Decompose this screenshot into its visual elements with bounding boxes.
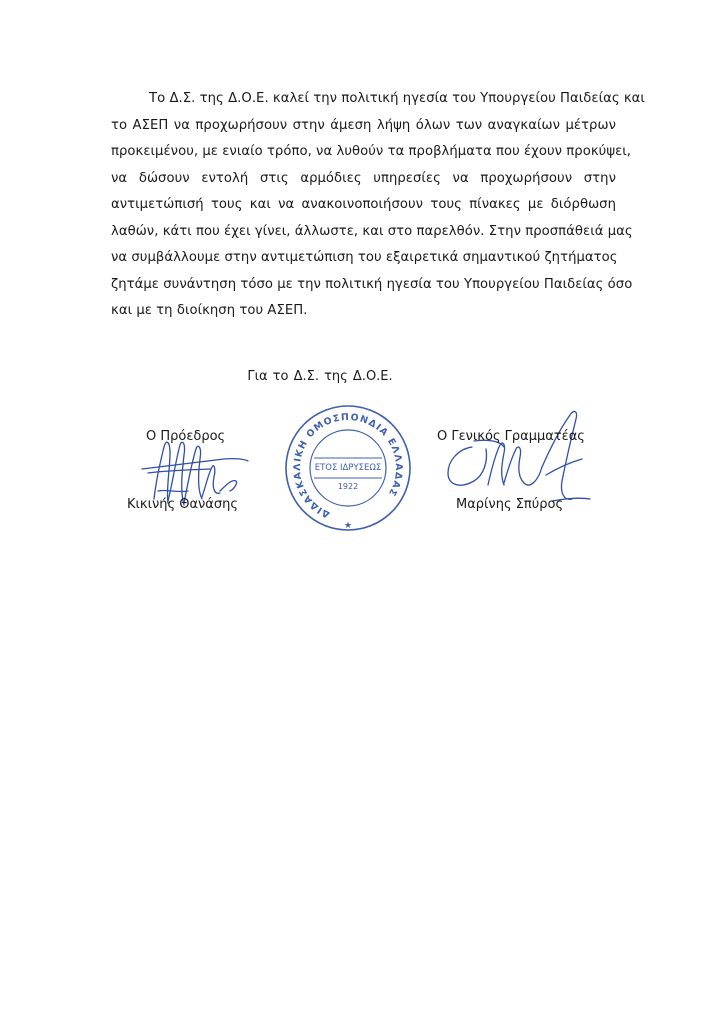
star-icon: ★ bbox=[343, 521, 353, 531]
president-title: Ο Πρόεδρος bbox=[146, 429, 226, 444]
paragraph-line: ζητάμε συνάντηση τόσο με την πολιτική ηγεσία του Υπουργείου Παιδείας όσο bbox=[111, 276, 633, 292]
paragraph-line: λαθών, κάτι που έχει γίνει, άλλωστε, και στο παρελθόν. Στην προσπάθειά μας bbox=[111, 223, 633, 239]
paragraph-line: το ΑΣΕΠ να προχωρήσουν στην άμεση λήψη όλων των αναγκαίων μέτρων bbox=[111, 117, 616, 133]
paragraph-line: και με τη διοίκηση του ΑΣΕΠ. bbox=[111, 303, 308, 318]
paragraph-line: να δώσουν εντολή στις αρμόδιες υπηρεσίες να προχωρήσουν στην bbox=[111, 170, 616, 186]
stamp-ring-text: ΔΙΔΑΣΚΑΛΙΚΗ ΟΜΟΣΠΟΝΔΙΑ ΕΛΛΑΔΑΣ bbox=[291, 411, 405, 520]
stamp-year: 1922 bbox=[337, 482, 359, 491]
president-name: Κικινής Θανάσης bbox=[127, 497, 238, 512]
letter-paragraph bbox=[111, 86, 645, 325]
paragraph-line: προκειμένου, με ενιαίο τρόπο, να λυθούν τα προβλήματα που έχουν προκύψει, bbox=[111, 144, 632, 159]
secretary-title: Ο Γενικός Γραμματέας bbox=[437, 429, 585, 444]
closing-line: Για το Δ.Σ. της Δ.Ο.Ε. bbox=[247, 369, 393, 384]
paragraph-line: αντιμετώπισή τους και να ανακοινοποιήσουν τους πίνακες με διόρθωση bbox=[111, 197, 616, 212]
secretary-signature bbox=[428, 405, 608, 505]
paragraph-line: Το Δ.Σ. της Δ.Ο.Ε. καλεί την πολιτική ηγεσία του Υπουργείου Παιδείας και bbox=[149, 91, 645, 106]
paragraph-line: να συμβάλλουμε στην αντιμετώπιση του εξαιρετικά σημαντικού ζητήματος bbox=[111, 250, 618, 265]
secretary-name: Μαρίνης Σπύρος bbox=[456, 497, 564, 512]
union-stamp bbox=[283, 403, 413, 533]
stamp-inner-label: ΕΤΟΣ ΙΔΡΥΣΕΩΣ bbox=[314, 463, 382, 473]
